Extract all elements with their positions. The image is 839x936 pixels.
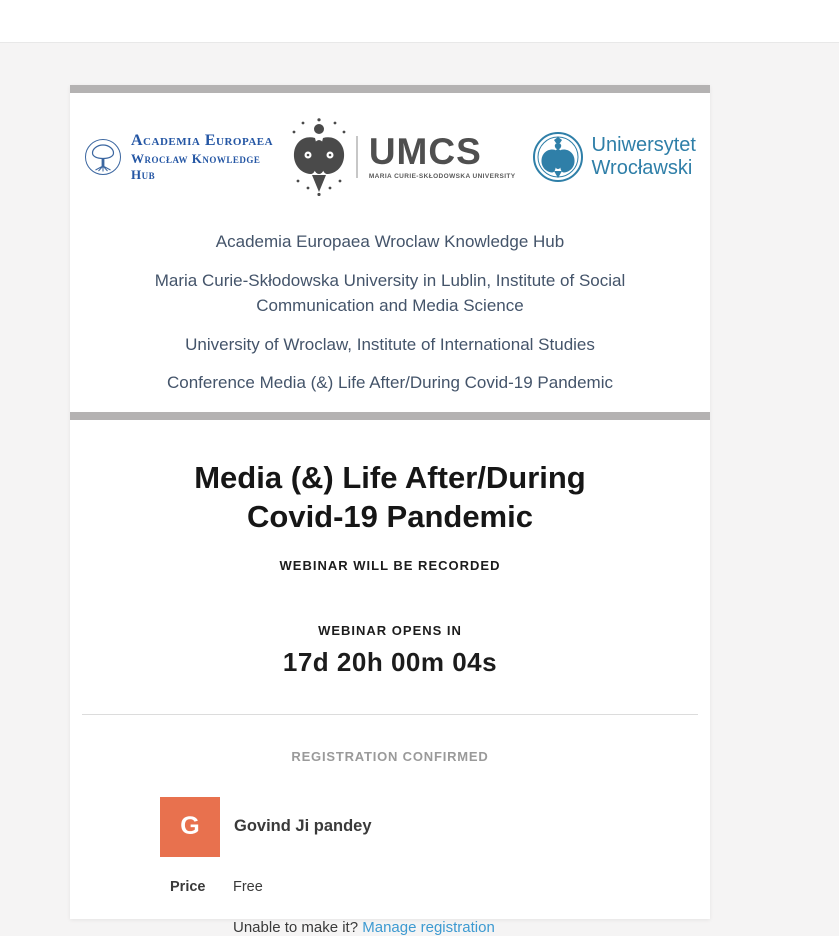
banner-org-line: Academia Europaea Wroclaw Knowledge Hub: [215, 232, 565, 251]
uwr-logo-line2: Wrocławski: [591, 157, 693, 179]
umcs-logo: [291, 118, 516, 196]
umcs-divider-line: [356, 136, 358, 178]
top-bar: [0, 0, 839, 43]
countdown-value: 17d 20h 00m 04s: [282, 646, 498, 677]
umcs-subtitle: MARIA CURIE-SKŁODOWSKA UNIVERSITY: [368, 172, 516, 180]
attendee-row: [160, 797, 710, 857]
event-title: [70, 458, 710, 536]
event-card: [70, 85, 710, 936]
attendee-name: Govind Ji pandey: [234, 817, 372, 835]
section-divider: [82, 714, 698, 715]
uniwersytet-wroclawski-logo: [532, 131, 696, 183]
ae-logo-line2: Wrocław Knowledge Hub: [131, 150, 261, 182]
price-value: Free: [233, 878, 263, 895]
ae-tree-icon: [84, 138, 122, 176]
banner-org-line: Conference Media (&) Life After/During Covid-19 Pandemic: [167, 373, 613, 392]
price-row: [170, 879, 710, 895]
umcs-acronym: UMCS: [368, 131, 482, 173]
organizer-logos: [84, 115, 696, 199]
umcs-eagle-icon: [291, 118, 347, 196]
unable-text: Unable to make it?: [233, 918, 359, 936]
registration-status: REGISTRATION CONFIRMED: [291, 748, 489, 764]
recorded-note: WEBINAR WILL BE RECORDED: [279, 557, 501, 573]
price-label: Price: [170, 878, 206, 895]
banner-org-line: University of Wroclaw, Institute of International Studies: [185, 334, 595, 354]
ae-logo-line1: Academia Europaea: [131, 131, 274, 149]
banner-org-line: Maria Curie-Skłodowska University in Lublin, Institute of Social Communication and Media Science: [154, 270, 626, 315]
banner-top-bar: [70, 85, 710, 93]
avatar-initial: G: [180, 812, 200, 840]
attendee-avatar: [160, 797, 220, 857]
organizer-banner: [70, 85, 710, 420]
unable-row: [233, 919, 710, 936]
countdown-label: WEBINAR OPENS IN: [318, 622, 462, 638]
event-title-line2: Covid-19 Pandemic: [247, 498, 533, 534]
uwr-eagle-icon: [532, 131, 584, 183]
academia-europaea-logo: [84, 131, 275, 184]
banner-bottom-bar: [70, 412, 710, 420]
event-title-line1: Media (&) Life After/During: [194, 459, 586, 495]
uwr-logo-line1: Uniwersytet: [591, 134, 696, 156]
manage-registration-link[interactable]: Manage registration: [362, 918, 495, 936]
